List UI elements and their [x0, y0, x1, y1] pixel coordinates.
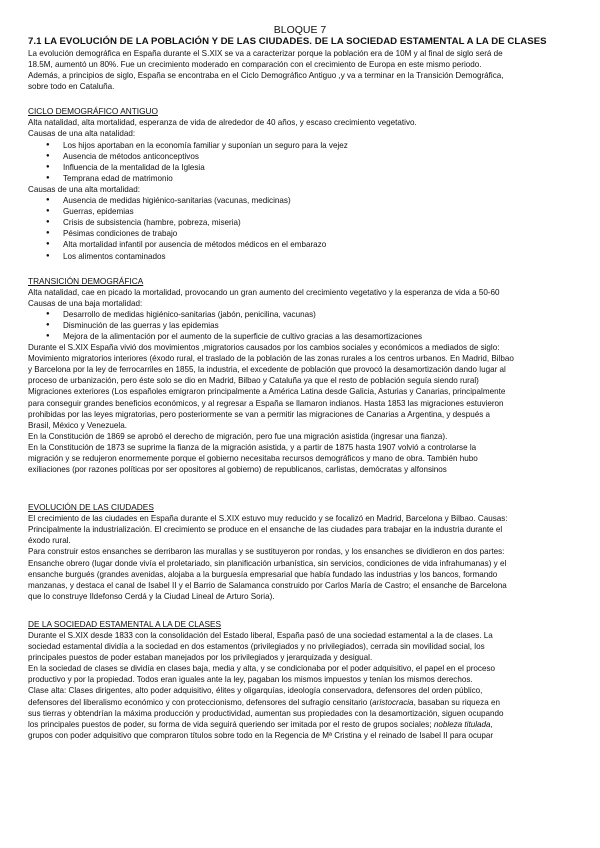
text-line: La evolución demográfica en España durante el S.XIX se va a caracterizar porque la población era de 10M y al final de siglo será de	[28, 49, 503, 58]
section-heading: TRANSICIÓN DEMOGRÁFICA	[28, 275, 144, 286]
list-item: ● Temprana edad de matrimonio	[28, 173, 572, 184]
text-line: sobre todo en Cataluña.	[28, 82, 115, 92]
list-item: ● Disminución de las guerras y las epidemias	[28, 320, 572, 331]
text-line: manzanas, y destaca el canal de Isabel II y el Barrio de Salamanca construido por Carlos María de Castro; el ensanche de Barcelona	[28, 580, 507, 590]
list-label: Causas de una baja mortalidad:	[28, 298, 143, 308]
text-run: ,	[490, 719, 493, 729]
list-item: ● Ausencia de medidas higiénico-sanitarias (vacunas, medicinas)	[28, 195, 572, 206]
text-line: Durante el S.XIX desde 1833 con la consolidación del Estado liberal, España pasó de una sociedad estamental a la de clases. La	[28, 630, 493, 640]
text-line: prohibidas por las leyes migratorias, pero posteriormente se van a permitir las migraciones de Canarias a Argentina, y después a	[28, 409, 491, 419]
text-run: los principales puestos de poder, su forma de vida seguirá queriendo ser imitada por el resto de grupos sociales;	[28, 719, 434, 729]
text-line: En la sociedad de clases se dividía en clases baja, media y alta, y se condicionaba por el poder adquisitivo, el papel en el proceso	[28, 664, 496, 674]
list-item: ● Alta mortalidad infantil por ausencia de métodos médicos en el embarazo	[28, 239, 572, 250]
italic-term: nobleza titulada	[433, 719, 491, 729]
text-line: Durante el S.XIX España vivió dos movimientos ,migratorios causados por los cambios sociales y económicos a mediados de siglo:	[28, 343, 500, 353]
text-line: que lo construye Ildefonso Cerdá y la Ciudad Lineal de Arturo Soria).	[28, 591, 275, 601]
list-item: ● Crisis de subsistencia (hambre, pobreza, miseria)	[28, 217, 572, 228]
text-line: sus tierras y obtendrían la máxima producción y productividad, aumentan sus propiedades con la desamortización, siguen ocupando	[28, 708, 504, 718]
list-item: ● Pésimas condiciones de trabajo	[28, 228, 572, 239]
list-item: ● Los hijos aportaban en la economía familiar y suponían un seguro para la vejez	[28, 140, 572, 151]
text-line: sociedad estamental dividía a la sociedad en dos estamentos (privilegiados y no privilegiados), cerrada sin movilidad social, los	[28, 642, 485, 652]
list-item: ● Mejora de la alimentación por el aumento de la superficie de cultivo gracias a las desamortizaciones	[28, 331, 572, 342]
text-line	[28, 719, 572, 730]
text-line: migración y se redujeron enormemente porque el gobierno necesitaba recursos demográficos y mano de obra. También hubo	[28, 454, 478, 463]
text-line: Alta natalidad, cae en picado la mortalidad, provocando un gran aumento del crecimiento vegetativo y la esperanza de vida a 50-60	[28, 287, 500, 297]
section-heading: CICLO DEMOGRÁFICO ANTIGUO	[28, 106, 158, 117]
text-line: El crecimiento de las ciudades en España durante el S.XIX estuvo muy reducido y se focalizó en Madrid, Barcelona y Bilbao. Causas:	[28, 514, 508, 524]
section-transicion-demografica	[28, 276, 572, 476]
natalidad-list	[28, 140, 572, 184]
text-line: Para construir estos ensanches se derribaron las murallas y se sustituyeron por rondas, y los ensanches se dividieron en dos partes:	[28, 547, 505, 557]
text-line: En la Constitución de 1869 se aprobó el derecho de migración, pero fue una migración asistida (ingresar una fianza).	[28, 431, 448, 441]
baja-mortalidad-list	[28, 309, 572, 342]
document-title: 7.1 LA EVOLUCIÓN DE LA POBLACIÓN Y DE LAS CIUDADES. DE LA SOCIEDAD ESTAMENTAL A LA DE CLASES	[28, 36, 547, 47]
text-line: éxodo rural.	[28, 536, 71, 546]
text-line: productivo y por la propiedad. Todos eran iguales ante la ley, pagaban los mismos impuestos y tenían los mismos derechos.	[28, 675, 473, 685]
text-line: Alta natalidad, alta mortalidad, esperanza de vida de alrededor de 40 años, y escaso crecimiento vegetativo.	[28, 118, 417, 128]
text-line: grupos con poder adquisitivo que compraron títulos sobre todo en la Regencia de Mª Cristina y el reinado de Isabel II para ocupar	[28, 730, 494, 740]
text-line: Además, a principios de siglo, España se encontraba en el Ciclo Demográfico Antiguo ,y va a terminar en la Transición Demográfica,	[28, 71, 504, 81]
text-line: Clase alta: Clases dirigentes, alto poder adquisitivo, élites y oligarquías, ideología conservadora, defensores del orden público,	[28, 686, 483, 696]
text-line: Brasil, México y Venezuela.	[28, 420, 127, 430]
text-line: principales puestos de poder estaban manejados por los privilegiados y jerarquizada y desigual.	[28, 653, 373, 663]
list-item: ● Ausencia de métodos anticonceptivos	[28, 151, 572, 162]
list-item: ● Influencia de la mentalidad de la Iglesia	[28, 162, 572, 173]
text-line: Movimiento migratorios interiores (éxodo rural, el traslado de la población de las zonas rurales a los centros urbanos. En Madrid, Bilbao	[28, 354, 514, 364]
list-label: Causas de una alta mortalidad:	[28, 184, 141, 194]
block-label: BLOQUE 7	[273, 24, 327, 36]
list-label: Causas de una alta natalidad:	[28, 129, 136, 139]
text-run: , basaban su riqueza en	[413, 697, 500, 707]
section-ciclo-demografico	[28, 106, 572, 261]
list-item: ● Desarrollo de medidas higiénico-sanitarias (jabón, penicilina, vacunas)	[28, 309, 572, 320]
text-line: para conseguir grandes beneficios económicos, y al regresar a España se llamaron indianos. Hasta 1853 las migraciones estuvieron	[28, 398, 504, 408]
text-line: En la Constitución de 1873 se suprime la fianza de la migración asistida, y a partir de 1875 hasta 1907 volvió a controlarse la	[28, 442, 477, 452]
mortalidad-list	[28, 195, 572, 262]
section-heading: DE LA SOCIEDAD ESTAMENTAL A LA DE CLASES	[28, 618, 222, 629]
text-line	[28, 697, 572, 708]
text-line: 18.5M, aumentó un 80%. Fue un crecimiento moderado en comparación con el crecimiento de Europa en este mismo periodo.	[28, 60, 482, 70]
text-line: exiliaciones (por razones políticas por ser opositores al gobierno) de republicanos, carlistas, demócratas y alfonsinos	[28, 465, 447, 475]
text-line: proceso de urbanización, pero éste solo se dio en Madrid, Bilbao y Cataluña ya que el resto de población seguía siendo rural)	[28, 376, 479, 386]
text-run: defensores del liberalismo económico y con proteccionismo, defensores del sufragio censitario (	[28, 697, 373, 707]
section-sociedad-clases	[28, 619, 572, 741]
text-line: ensanche burgués (grandes avenidas, alojaba a la burguesía empresarial que había fundado las industrias y los bancos, formando	[28, 569, 498, 579]
text-line: Ensanche obrero (lugar donde vivía el proletariado, sin planificación urbanística, sin servicios, condiciones de vida infrahumanas) y el	[28, 558, 507, 568]
italic-term: aristocracia	[372, 697, 414, 707]
list-item: ● Guerras, epidemias	[28, 206, 572, 217]
intro-paragraph	[28, 48, 572, 92]
text-line: Principalmente la industrialización. El crecimiento se produce en el ensanche de las ciudades para trabajar en la industria durante el	[28, 525, 503, 535]
section-evolucion-ciudades	[28, 502, 572, 602]
text-line: y Barcelona por la ley de ferrocarriles en 1855, la industria, el excedente de población que provocó la desamortización dando lugar al	[28, 365, 506, 375]
list-item: ● Los alimentos contaminados	[28, 251, 572, 262]
section-heading: EVOLUCIÓN DE LAS CIUDADES	[28, 502, 154, 513]
text-line: Migraciones exteriores (Los españoles emigraron principalmente a América Latina desde Galicia, Asturias y Canarias, principalmente	[28, 387, 506, 397]
